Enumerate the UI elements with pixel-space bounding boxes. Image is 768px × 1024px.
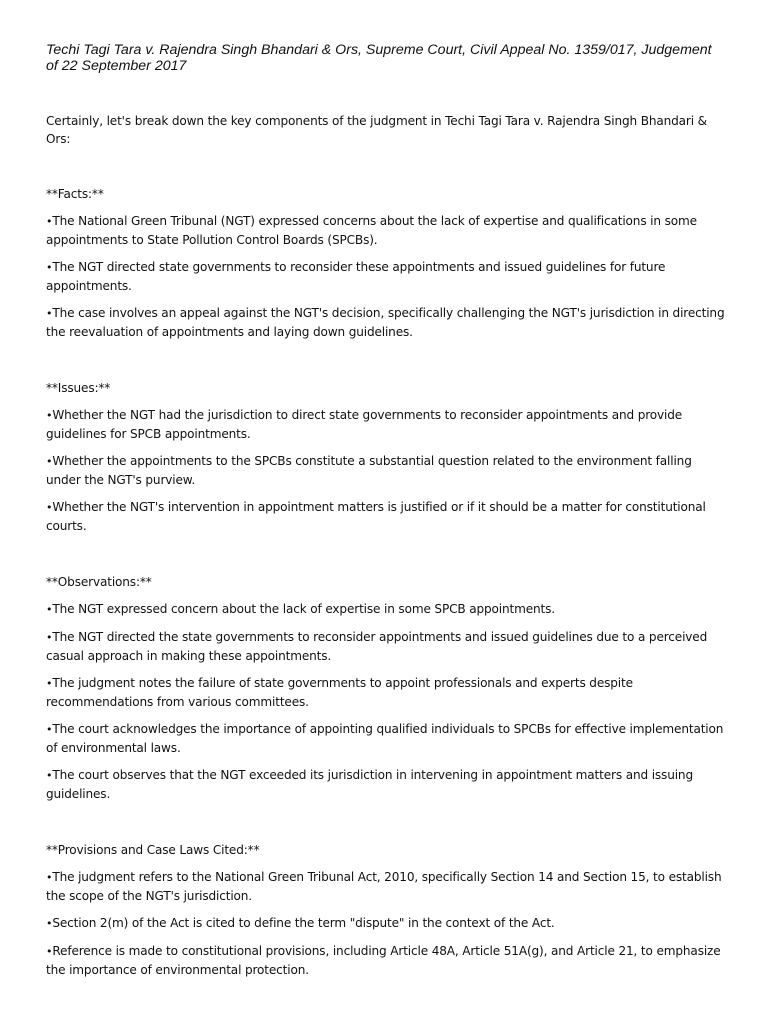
bullet-item [46,304,726,341]
sections-container [46,185,726,979]
bullet-mark: • [46,917,53,930]
bullet-text: The judgment refers to the National Green Tribunal Act, 2010, specifically Section 14 and Section 15, to establish the scope of the NGT's jurisdiction. [46,870,722,903]
bullet-mark: • [46,945,53,958]
section-heading: **Facts:** [46,187,104,201]
section [46,379,726,535]
bullet-mark: • [46,603,53,616]
bullet-item [46,674,726,711]
bullet-text: Reference is made to constitutional provisions, including Article 48A, Article 51A(g), and Article 21, to emphasize the importance of environmental protection. [46,944,721,977]
bullet-mark: • [46,215,53,228]
bullet-mark: • [46,261,53,274]
bullet-text: Whether the appointments to the SPCBs constitute a substantial question related to the environment falling under the NGT's purview. [46,454,692,487]
bullet-text: The National Green Tribunal (NGT) expressed concerns about the lack of expertise and qualifications in some appointments to State Pollution Control Boards (SPCBs). [46,214,697,247]
bullet-mark: • [46,769,53,782]
bullet-text: Whether the NGT had the jurisdiction to direct state governments to reconsider appointments and provide guidelines for SPCB appointments. [46,408,683,441]
bullet-text: The case involves an appeal against the NGT's decision, specifically challenging the NGT's jurisdiction in directing the reevaluation of appointments and laying down guidelines. [46,306,725,339]
bullet-mark: • [46,501,53,514]
bullet-mark: • [46,409,53,422]
bullet-item [46,766,726,803]
section-heading: **Provisions and Case Laws Cited:** [46,843,260,857]
intro-paragraph: Certainly, let's break down the key components of the judgment in Techi Tagi Tara v. Rajendra Singh Bhandari & Ors: [46,114,707,146]
bullet-item [46,452,726,489]
bullet-item [46,600,726,619]
bullet-text: Whether the NGT's intervention in appointment matters is justified or if it should be a matter for constitutional courts. [46,500,706,533]
bullet-item [46,258,726,295]
section [46,185,726,341]
bullet-text: The judgment notes the failure of state governments to appoint professionals and experts despite recommendations from various committees. [46,676,633,709]
bullet-mark: • [46,723,53,736]
section-heading: **Observations:** [46,575,152,589]
bullet-item [46,406,726,443]
bullet-item [46,942,726,979]
bullet-text: The NGT directed the state governments to reconsider appointments and issued guidelines due to a perceived casual approach in making these appointments. [46,630,708,663]
bullet-mark: • [46,455,53,468]
bullet-text: Section 2(m) of the Act is cited to define the term "dispute" in the context of the Act. [52,916,555,930]
document-title: Techi Tagi Tara v. Rajendra Singh Bhandari & Ors, Supreme Court, Civil Appeal No. 1359/017, Judgement of 22 September 2017 [46,42,712,74]
bullet-mark: • [46,631,53,644]
bullet-text: The court acknowledges the importance of appointing qualified individuals to SPCBs for effective implementation of environmental laws. [46,722,724,755]
section [46,573,726,803]
bullet-text: The NGT directed state governments to reconsider these appointments and issued guidelines for future appointments. [46,260,666,293]
bullet-item [46,720,726,757]
bullet-item [46,498,726,535]
bullet-mark: • [46,307,53,320]
bullet-mark: • [46,677,53,690]
bullet-text: The court observes that the NGT exceeded its jurisdiction in intervening in appointment matters and issuing guidelines. [46,768,693,801]
bullet-item [46,914,726,933]
bullet-item [46,628,726,665]
section [46,841,726,979]
bullet-item [46,212,726,249]
section-heading: **Issues:** [46,381,111,395]
bullet-mark: • [46,871,53,884]
bullet-text: The NGT expressed concern about the lack of expertise in some SPCB appointments. [52,602,555,616]
document-page [46,42,726,1017]
bullet-item [46,868,726,905]
